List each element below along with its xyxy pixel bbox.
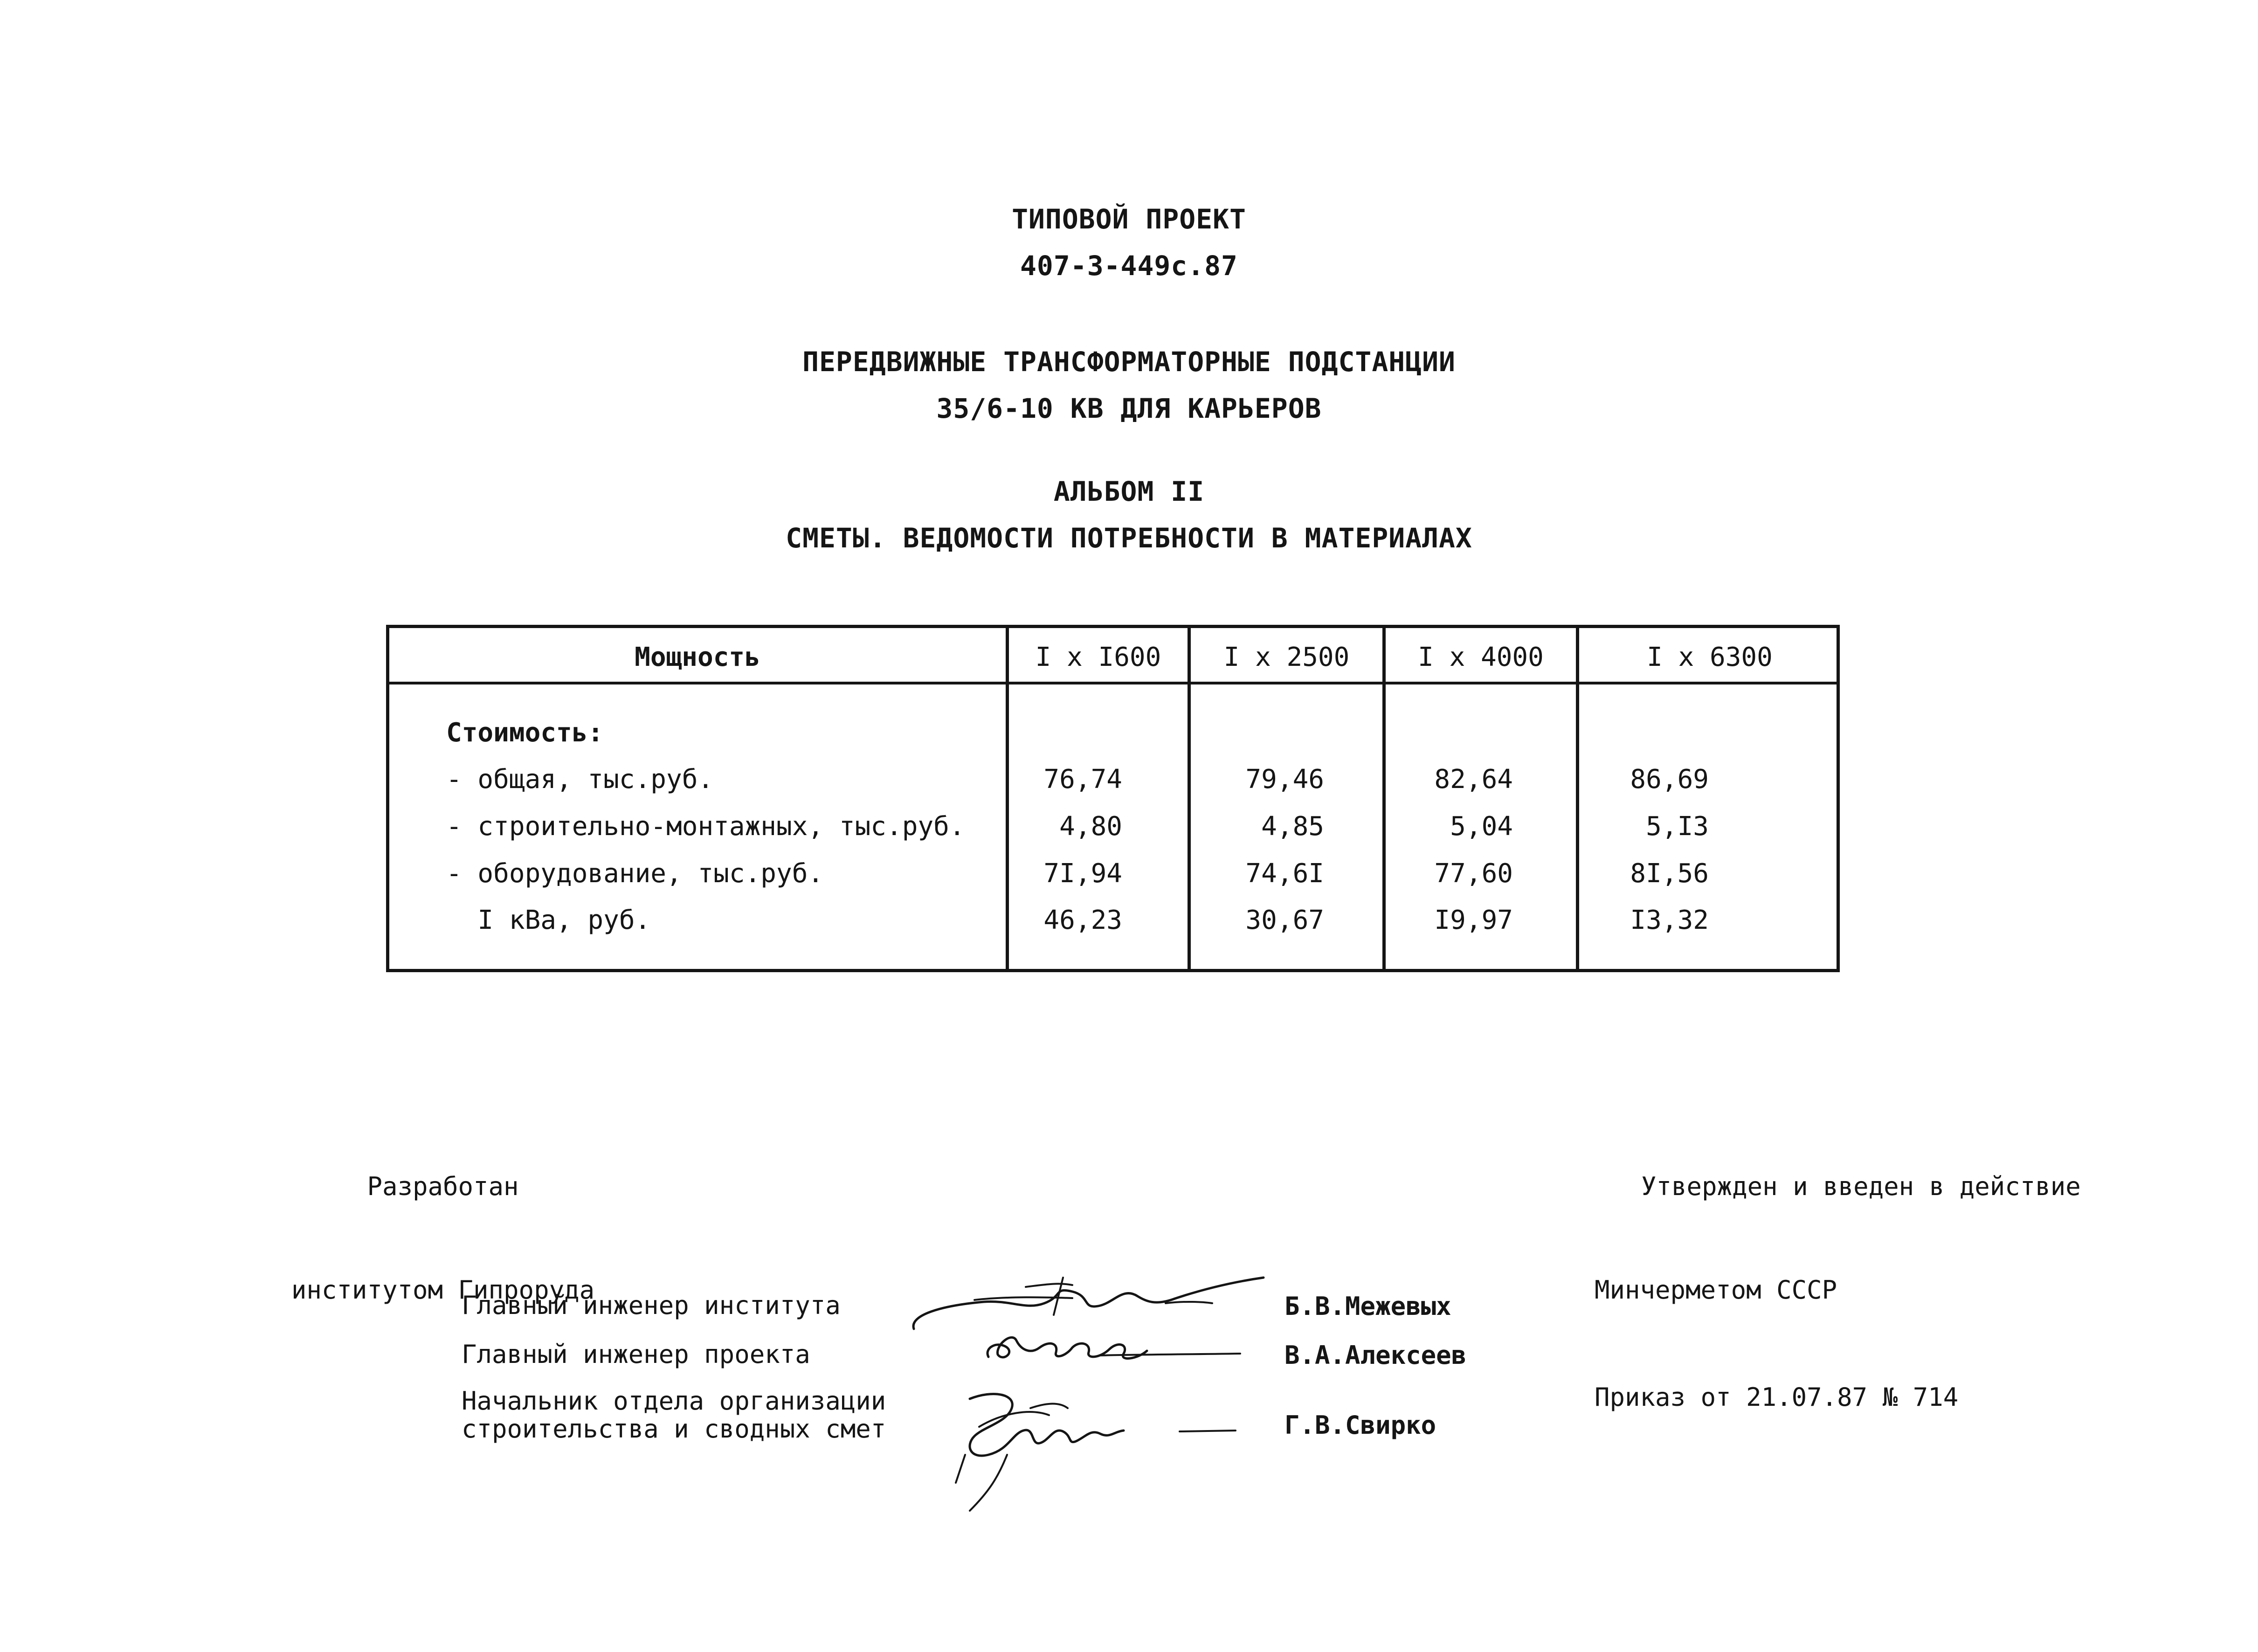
column-divider [1576,628,1579,969]
row-label-equipment: - оборудование, тыс.руб. [446,858,824,889]
table-cell: 46,23 [1043,905,1122,935]
column-header-4000: I х 4000 [1418,642,1544,672]
table-cell: I9,97 [1434,905,1513,935]
table-cell: 4,80 [1059,811,1122,842]
column-header-2500: I х 2500 [1223,642,1350,672]
signature-name-department-head: Г.В.Свирко [1284,1410,1436,1440]
album-subtitle: СМЕТЫ. ВЕДОМОСТИ ПОТРЕБНОСТИ В МАТЕРИАЛАХ [786,522,1472,554]
signature-name-chief-institute: Б.В.Межевых [1284,1292,1451,1321]
approval-line1: Утвержден и введен в действие [1641,1172,2081,1201]
table-cell: 8I,56 [1630,858,1709,889]
table-cell: 76,74 [1043,764,1122,795]
table-cell: 30,67 [1245,905,1324,935]
row-label-total: - общая, тыс.руб. [446,764,714,795]
signature-role-chief-project: Главный инженер проекта [462,1340,810,1369]
row-label-per-kva: I кВа, руб. [446,905,651,935]
signature-mark-2 [979,1322,1240,1373]
developer-line2: институтом Гипроруда [291,1275,595,1305]
column-header-power: Мощность [635,642,760,672]
approval-line3: Приказ от 21.07.87 № 714 [1595,1382,1959,1412]
section-label-cost: Стоимость: [446,718,604,748]
table-cell: 82,64 [1434,764,1513,795]
project-number: 407-3-449с.87 [1020,250,1238,282]
table-cell: 5,I3 [1646,811,1709,842]
table-cell: 74,6I [1245,858,1324,889]
table-cell: 79,46 [1245,764,1324,795]
column-divider [1382,628,1386,969]
approval-line2: Минчерметом СССР [1595,1275,1837,1305]
table-cell: 77,60 [1434,858,1513,889]
developer-line1: Разработан [367,1172,519,1201]
album-title: АЛЬБОМ II [1053,476,1205,507]
signature-role-department-head: Начальник отдела организации строительства и сводных смет [462,1386,886,1444]
table-cell: 5,04 [1450,811,1513,842]
table-cell: I3,32 [1630,905,1709,935]
row-label-construction: - строительно-монтажных, тыс.руб. [446,811,965,842]
project-subject: ПЕРЕДВИЖНЫЕ ТРАНСФОРМАТОРНЫЕ ПОДСТАНЦИИ [802,346,1456,378]
header-divider [389,682,1837,684]
column-divider [1188,628,1191,969]
signature-role-chief-institute: Главный инженер института [462,1291,841,1320]
cost-table [386,625,1840,972]
project-subject-line2: 35/6-10 КВ ДЛЯ КАРЬЕРОВ [936,393,1322,424]
column-header-6300: I х 6300 [1647,642,1773,672]
project-type-title: ТИПОВОЙ ПРОЕКТ [1012,203,1246,235]
table-cell: 86,69 [1630,764,1709,795]
table-cell: 4,85 [1261,811,1324,842]
signature-name-chief-project: В.А.Алексеев [1284,1341,1467,1370]
table-cell: 7I,94 [1043,858,1122,889]
signature-mark-3 [937,1380,1254,1520]
approval-block [1595,1100,2081,1449]
column-header-1600: I х I600 [1035,642,1161,672]
